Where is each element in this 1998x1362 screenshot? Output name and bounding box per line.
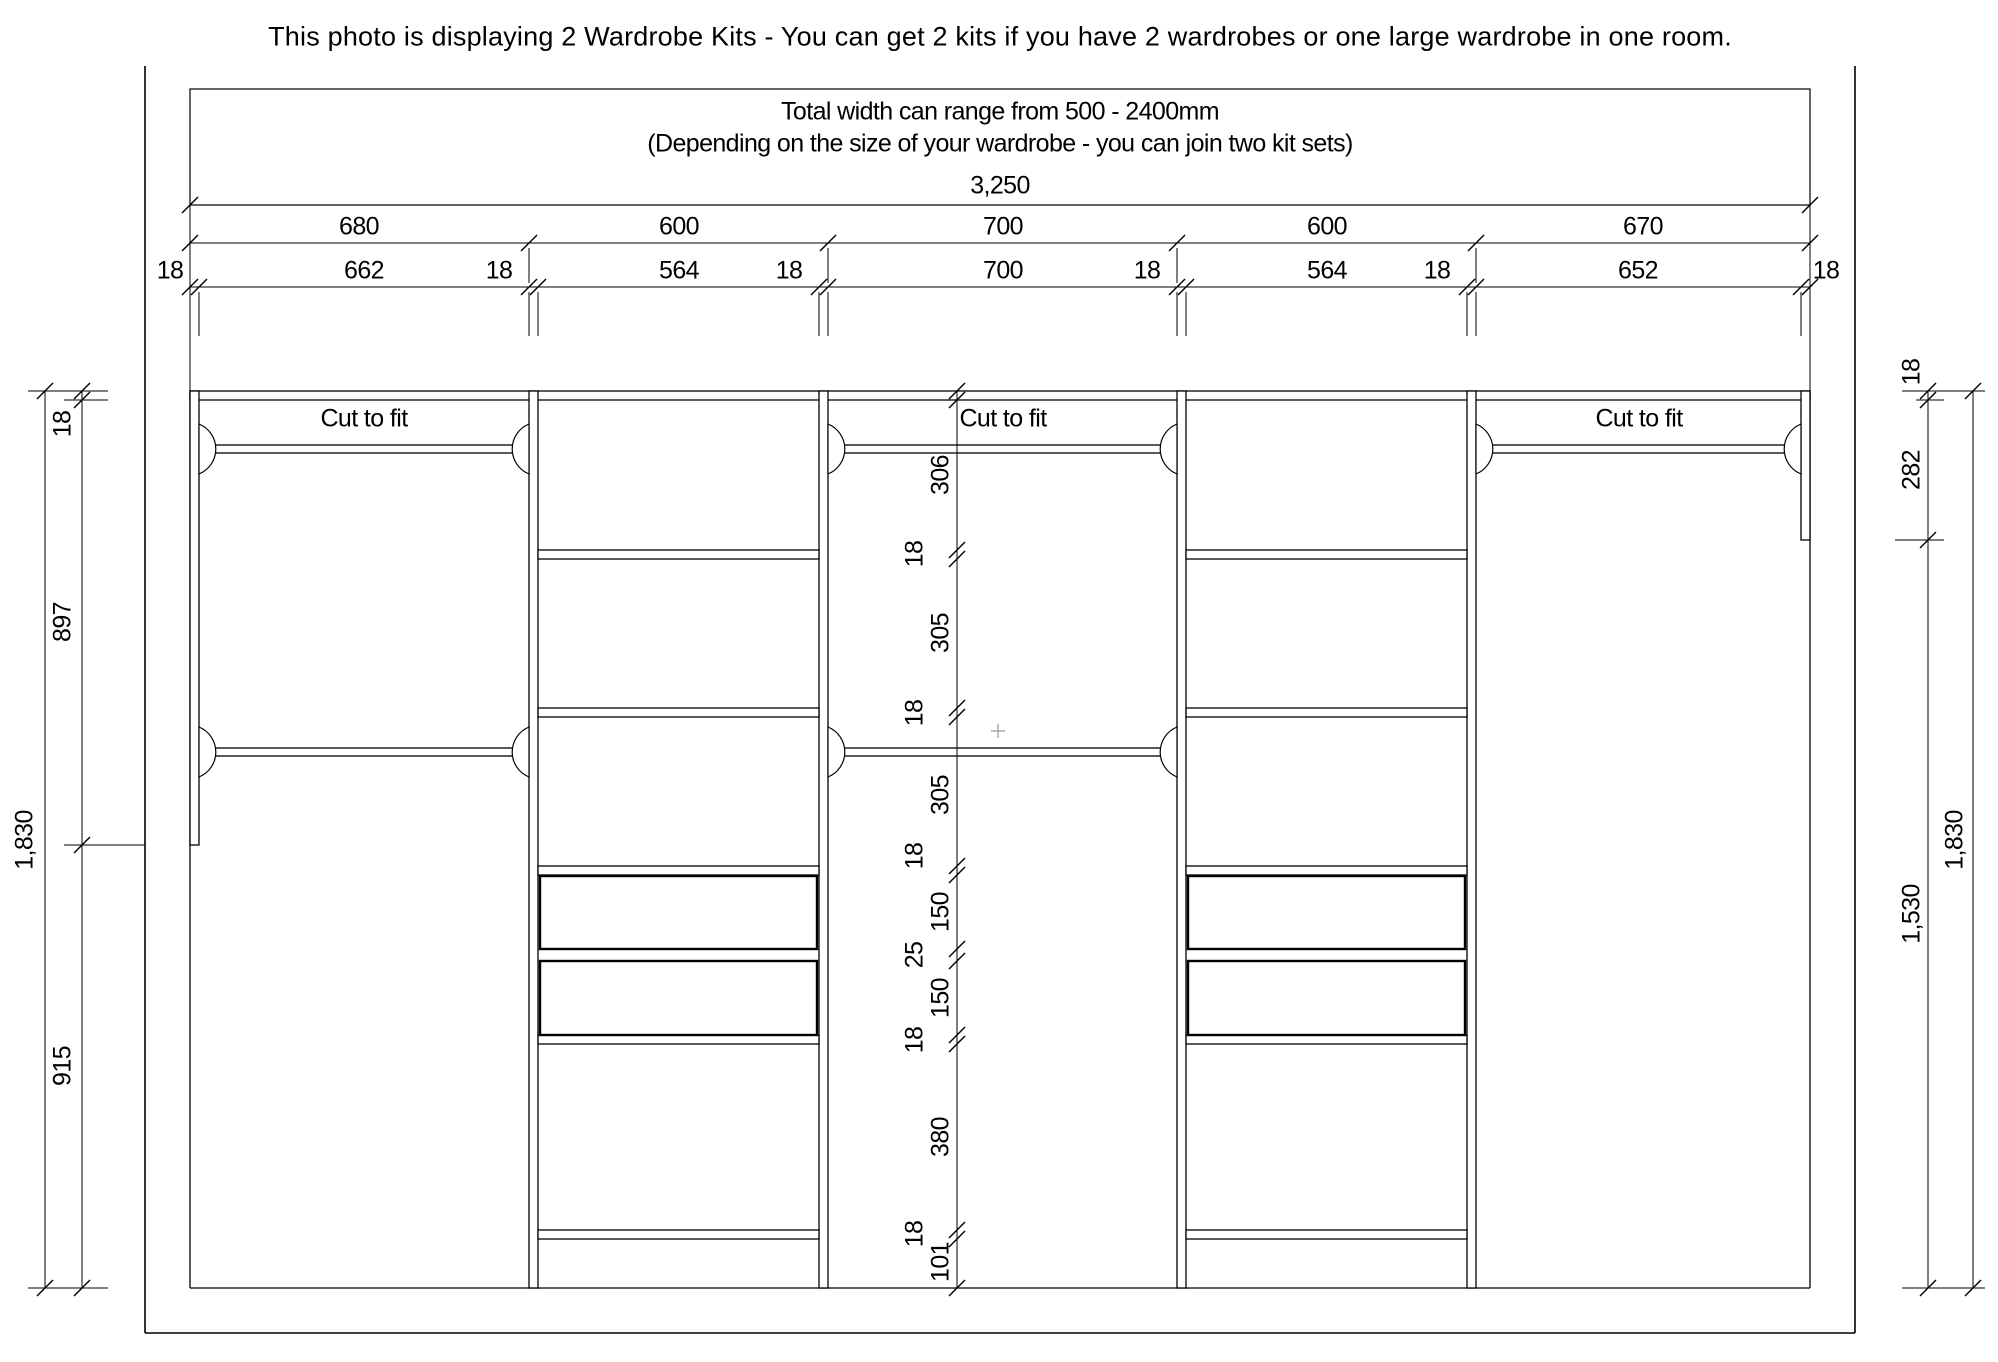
dim-center-150a: 150 xyxy=(926,892,955,932)
dim-center-305a: 305 xyxy=(926,613,955,653)
dim-bay-width-3: 700 xyxy=(983,212,1023,241)
side-dimension-lines xyxy=(28,391,1985,1288)
dim-bay-width-2: 600 xyxy=(659,212,699,241)
dim-bay-width-5: 670 xyxy=(1623,212,1663,241)
dim-segment-4: 564 xyxy=(659,256,699,285)
note-line-1: Total width can range from 500 - 2400mm xyxy=(781,97,1219,126)
dim-right-overall: 1,830 xyxy=(1940,810,1969,870)
dim-center-18b: 18 xyxy=(900,699,929,727)
dim-left-915: 915 xyxy=(48,1046,77,1086)
dim-left-18: 18 xyxy=(48,410,77,438)
cut-to-fit-label-2: Cut to fit xyxy=(959,404,1047,433)
dim-segment-11: 18 xyxy=(1812,256,1840,285)
dim-bay-width-4: 600 xyxy=(1307,212,1347,241)
dim-left-897: 897 xyxy=(48,602,77,642)
dim-center-150b: 150 xyxy=(926,978,955,1018)
dim-center-305b: 305 xyxy=(926,775,955,815)
dim-left-overall: 1,830 xyxy=(10,810,39,870)
dim-center-18d: 18 xyxy=(900,1026,929,1054)
cad-cross-marker xyxy=(991,724,1005,738)
dim-center-380: 380 xyxy=(926,1117,955,1157)
dim-center-306: 306 xyxy=(926,455,955,495)
wardrobe-structure xyxy=(190,391,1810,1288)
dim-segment-6: 700 xyxy=(983,256,1023,285)
cut-to-fit-label-1: Cut to fit xyxy=(320,404,408,433)
dim-segment-1: 18 xyxy=(156,256,184,285)
dim-center-25: 25 xyxy=(900,941,929,969)
dim-right-1530: 1,530 xyxy=(1897,884,1926,944)
hanging-rods xyxy=(199,424,1801,777)
dim-segment-9: 18 xyxy=(1423,256,1451,285)
dim-center-101: 101 xyxy=(926,1242,955,1282)
dim-segment-8: 564 xyxy=(1307,256,1347,285)
dim-right-282: 282 xyxy=(1897,450,1926,490)
dim-center-18c: 18 xyxy=(900,842,929,870)
note-line-2: (Depending on the size of your wardrobe - you can join two kit sets) xyxy=(647,129,1353,158)
dim-center-18e: 18 xyxy=(900,1220,929,1248)
dim-segment-3: 18 xyxy=(485,256,513,285)
dim-overall-width: 3,250 xyxy=(970,171,1030,200)
dimension-ticks xyxy=(37,197,1981,1296)
dim-segment-5: 18 xyxy=(775,256,803,285)
dim-center-18a: 18 xyxy=(900,540,929,568)
dim-segment-2: 662 xyxy=(344,256,384,285)
cut-to-fit-label-3: Cut to fit xyxy=(1595,404,1683,433)
dim-bay-width-1: 680 xyxy=(339,212,379,241)
dim-right-18: 18 xyxy=(1897,358,1926,386)
dim-segment-7: 18 xyxy=(1133,256,1161,285)
drawing-title: This photo is displaying 2 Wardrobe Kits - You can get 2 kits if you have 2 wardrobes or one large wardrobe in one room. xyxy=(268,21,1732,52)
dim-segment-10: 652 xyxy=(1618,256,1658,285)
